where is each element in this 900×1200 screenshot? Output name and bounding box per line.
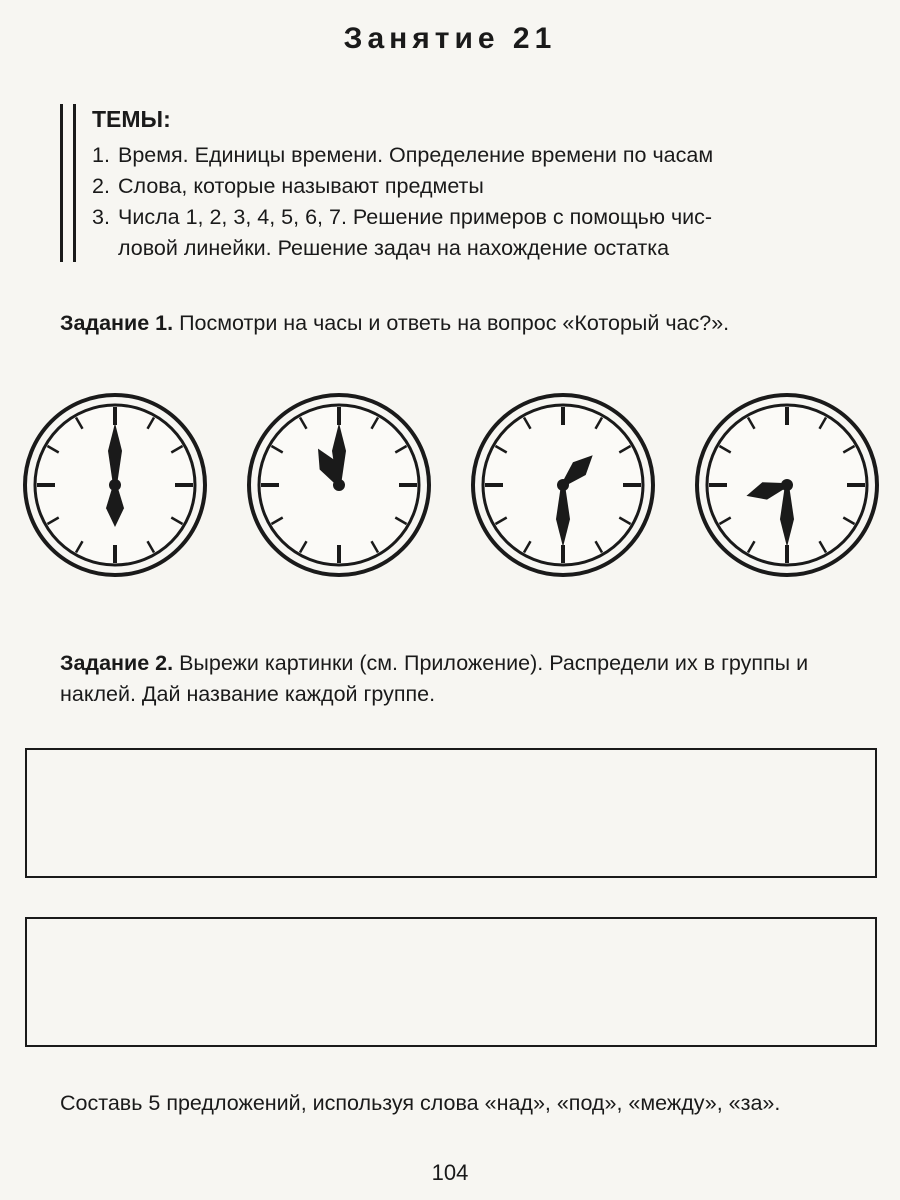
- clocks-row: [20, 390, 880, 590]
- clock-center: [557, 479, 569, 491]
- topics-list: [92, 140, 872, 264]
- footer-text: Составь 5 предложений, используя слова «над», «под», «между», «за».: [60, 1091, 781, 1115]
- task-2-label: Задание 2.: [60, 651, 174, 675]
- topics-side-bars: [60, 104, 76, 262]
- topic-item-2: 2. Слова, которые называют предметы: [92, 174, 484, 198]
- clock-2: [244, 390, 434, 580]
- clock-4: [692, 390, 882, 580]
- task-2: [60, 648, 870, 710]
- clock-3: [468, 390, 658, 580]
- paste-area-2[interactable]: [25, 917, 877, 1047]
- clock-center: [781, 479, 793, 491]
- task-2-text: Вырежи картинки (см. Приложение). Распредели их в группы и наклей. Дай название каждой группе.: [60, 651, 809, 706]
- paste-area-1[interactable]: [25, 748, 877, 878]
- topic-item-1: 1. Время. Единицы времени. Определение времени по часам: [92, 143, 714, 167]
- topic-item-3: 3. Числа 1, 2, 3, 4, 5, 6, 7. Решение примеров с помощью чис- ловой линейки. Решение задач на нахождение остатка: [92, 205, 713, 260]
- task-1: [60, 308, 870, 339]
- page-number: 104: [431, 1160, 469, 1185]
- clock-center: [333, 479, 345, 491]
- task-1-text: Посмотри на часы и ответь на вопрос «Который час?».: [173, 311, 730, 335]
- clock-1: [20, 390, 210, 580]
- lesson-title: Занятие 21: [343, 22, 557, 55]
- topics-heading: ТЕМЫ:: [92, 106, 171, 132]
- topics-block: [60, 100, 860, 270]
- clock-center: [109, 479, 121, 491]
- task-1-label: Задание 1.: [60, 311, 174, 335]
